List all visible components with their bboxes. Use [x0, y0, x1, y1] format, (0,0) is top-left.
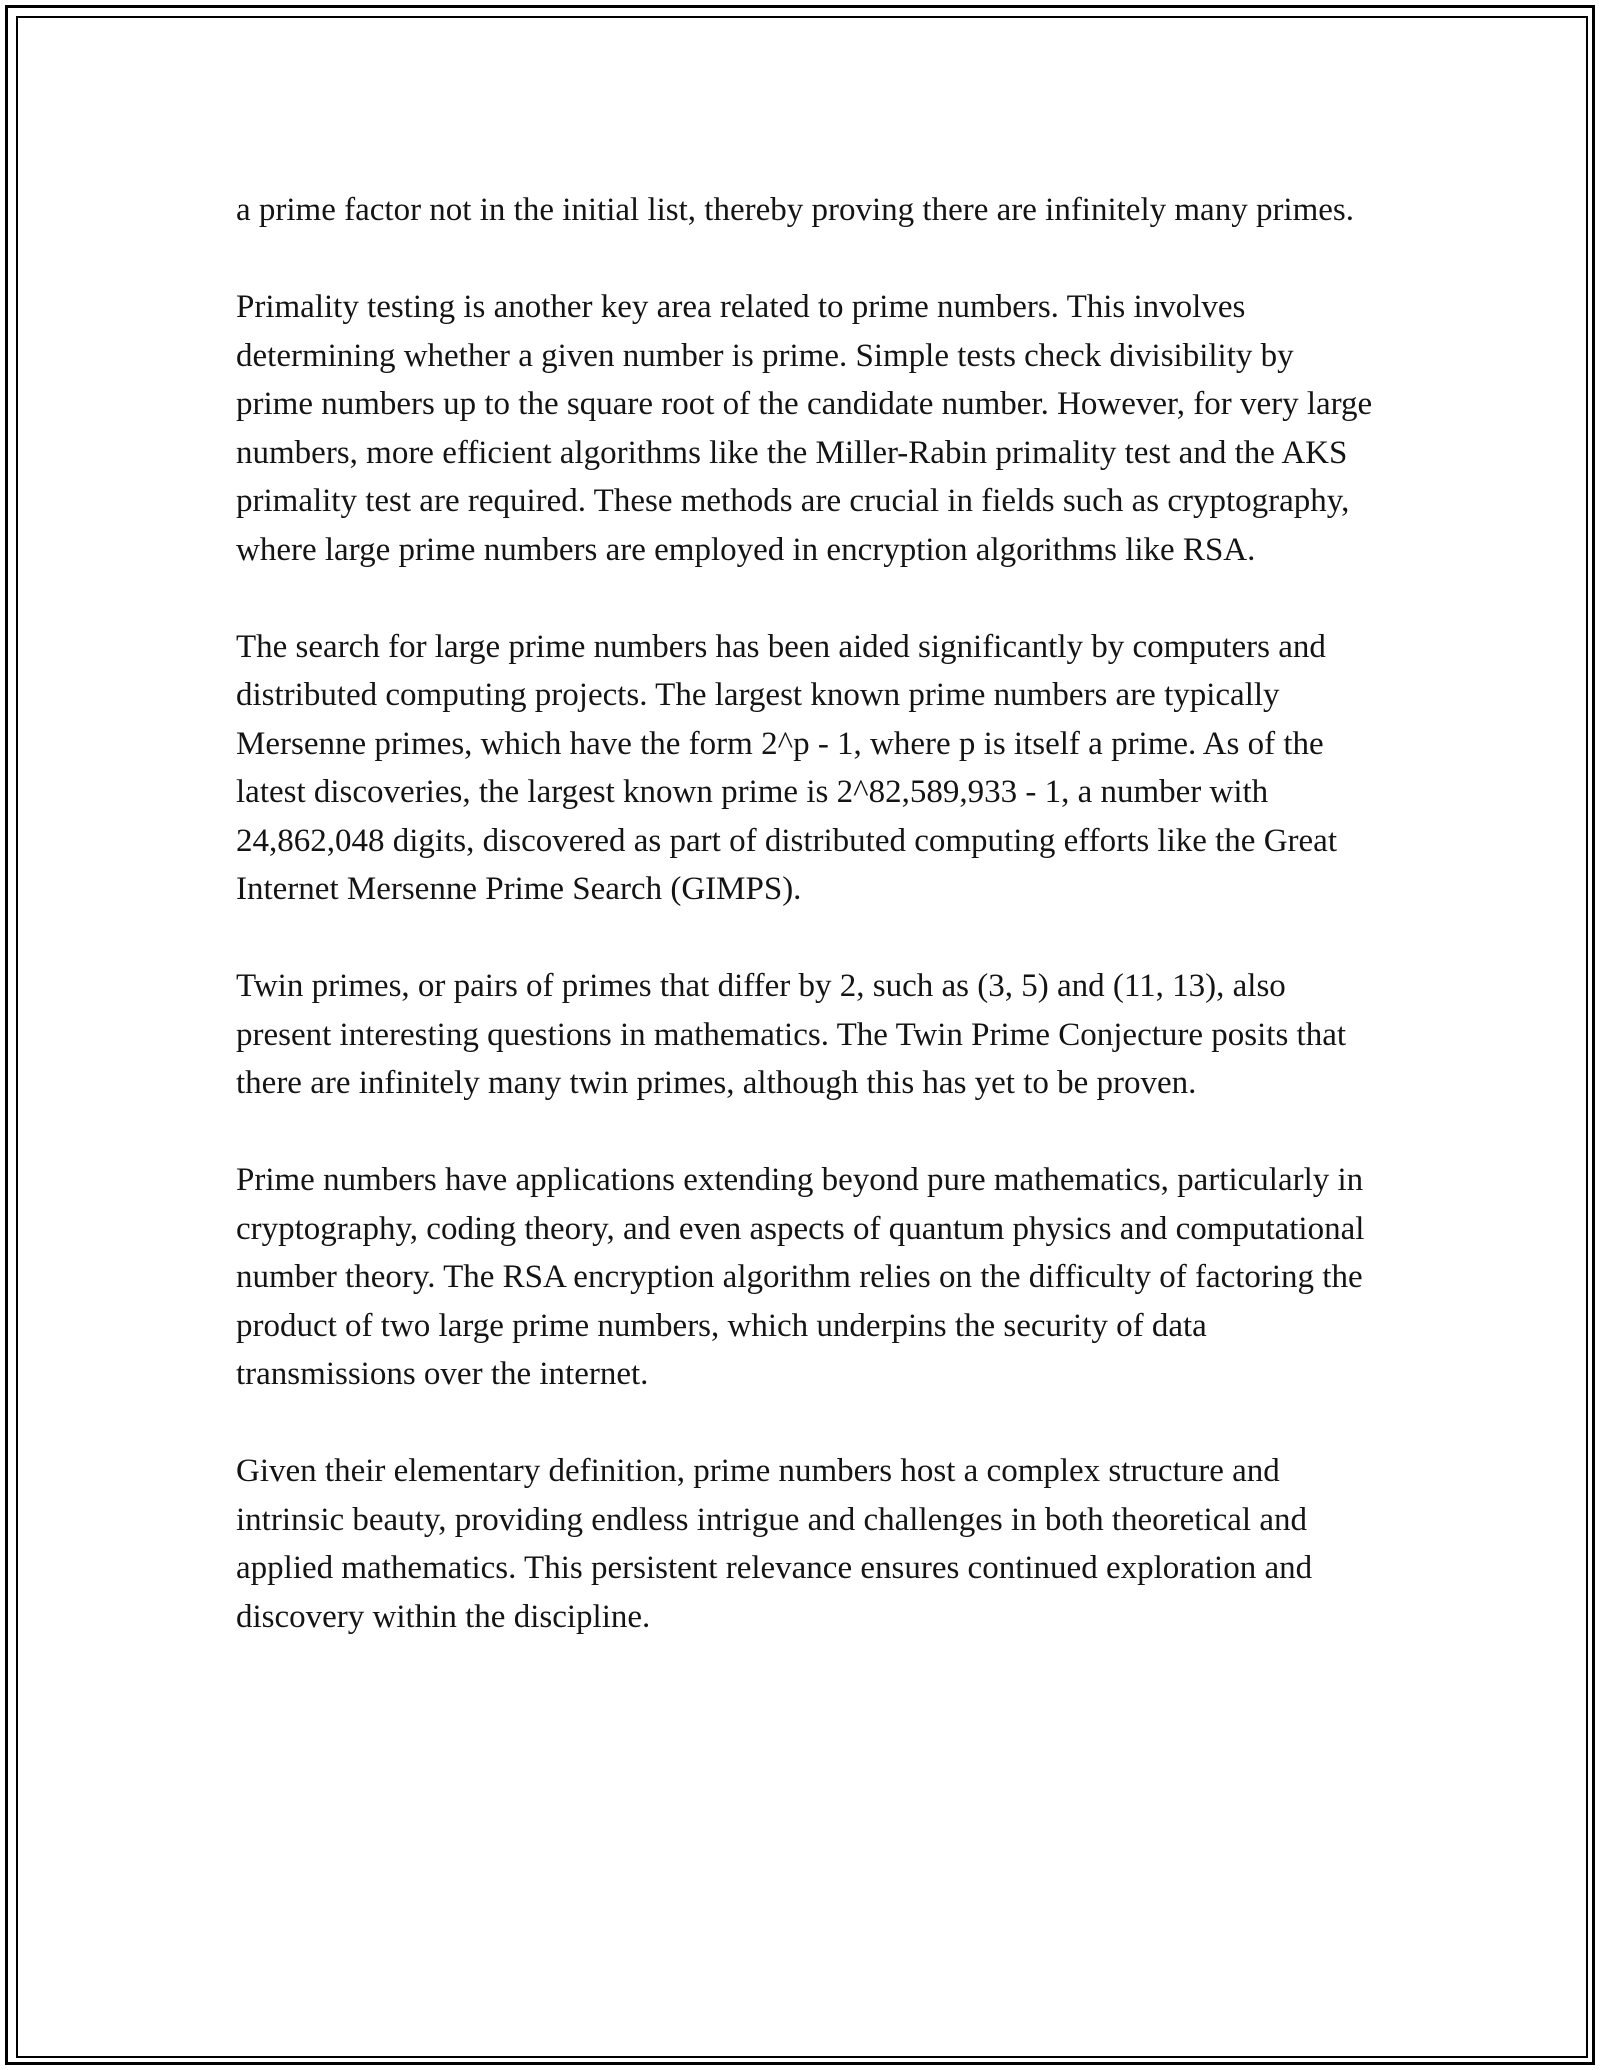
document-body [236, 186, 1376, 1690]
paragraph-closing: Given their elementary definition, prime numbers host a complex structure and intrinsic beauty, providing endless intrigue and challenges in both theoretical and applied mathematics. This persistent relevance ensures continued exploration and discovery within the discipline. [236, 1453, 1313, 1635]
paragraph-large-primes-search: The search for large prime numbers has been aided significantly by computers and distributed computing projects. The largest known prime numbers are typically Mersenne primes, which have the form 2^p - 1, where p is itself a prime. As of the latest discoveries, the largest known prime is 2^82,589,933 - 1, a number with 24,862,048 digits, discovered as part of distributed computing efforts like the Great Internet Mersenne Prime Search (GIMPS). [236, 628, 1337, 907]
paragraph-twin-primes: Twin primes, or pairs of primes that differ by 2, such as (3, 5) and (11, 13), also present interesting questions in mathematics. The Twin Prime Conjecture posits that there are infinitely many twin primes, although this has yet to be proven. [236, 968, 1347, 1101]
paragraph-primality-testing: Primality testing is another key area related to prime numbers. This involves determining whether a given number is prime. Simple tests check divisibility by prime numbers up to the square root of the candidate number. However, for very large numbers, more efficient algorithms like the Miller-Rabin primality test and the AKS primality test are required. These methods are crucial in fields such as cryptography, where large prime numbers are employed in encryption algorithms like RSA. [236, 289, 1373, 568]
paragraph-primes-conclusion: a prime factor not in the initial list, thereby proving there are infinitely many primes. [236, 192, 1355, 228]
paragraph-applications: Prime numbers have applications extending beyond pure mathematics, particularly in cryptography, coding theory, and even aspects of quantum physics and computational number theory. The RSA encryption algorithm relies on the difficulty of factoring the product of two large prime numbers, which underpins the security of data transmissions over the internet. [236, 1162, 1365, 1392]
